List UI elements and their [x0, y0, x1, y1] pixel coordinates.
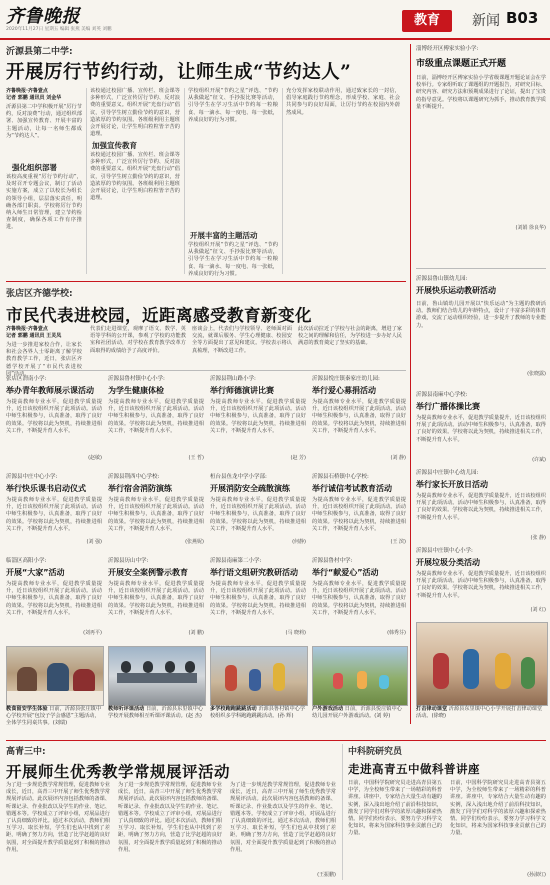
- bottom-right-headline: 走进高青五中做科普讲座: [348, 762, 480, 776]
- bottom-right-source: 中科院研究员: [348, 747, 403, 757]
- brief-author: (刘 红): [530, 607, 546, 613]
- photo-caption: [210, 706, 306, 736]
- lead-body-col4: 充分发挥家校联动作用，通过致家长的一封信，倡导家庭践行节约理念，形成学校、家庭、社会共同参与的良好局面，让厉行节约在校园内外蔚然成风。: [286, 88, 400, 116]
- brief-author: (张 静): [530, 535, 546, 541]
- brief-title: 举行“献爱心”活动: [312, 568, 379, 577]
- side1-source: 淄博经开区傅家实验小学:: [416, 46, 479, 52]
- brief-body: 为提高教师专业水平，促进教学质量提升，近日该校组织开展了此项活动。活动中师生积极参与，认真准备，取得了良好的效果。学校将以此为契机，持续推进相关工作，不断提升育人水平。: [108, 581, 204, 616]
- lead-body-col3b: 学校组织开展“节约之星”评选、“节约从我做起”征文、手抄报比赛等活动，引导学生在学习生活中节约每一粒粮食、每一滴水、每一度电、每一张纸，养成良好的行为习惯。: [188, 242, 278, 277]
- brief-item: [210, 472, 306, 556]
- section-tab-label: 教育: [413, 13, 440, 28]
- brief-source: 沂源县荆西中心学校:: [108, 474, 160, 480]
- brief-title: 举办青年教师展示课活动: [6, 386, 94, 395]
- brief-item: [416, 468, 546, 546]
- brief-author: (刘 静): [390, 455, 406, 461]
- lead-body-col1b: 该校高度重视“厉行节约行动”，及时召开专题会议，制订了活动实施方案，成立了以校长为组长的领导小组，层层落实责任，明确各部门职责。学校将厉行节约纳入师生日常管理，建立节约检查制度，确保各项工作有序推进。: [6, 174, 82, 231]
- photo-caption: [108, 706, 204, 736]
- photo-outdoor: [312, 646, 408, 706]
- brief-item: [210, 374, 306, 472]
- brief-title: 举行爱心募捐活动: [312, 386, 376, 395]
- brief-item: [312, 556, 406, 646]
- page-name: 新闻: [472, 13, 500, 29]
- lead-subhead-1: 强化组织部署: [12, 163, 57, 172]
- caption-title: 打击律动课堂: [416, 706, 448, 712]
- photo-caption: [312, 706, 406, 736]
- bottom-left-headline: 开展师生优秀教学常规展评活动: [6, 762, 231, 781]
- photo-pe: [210, 646, 308, 706]
- feature-body-2: 代表们走进课堂，观摩了语文、数学、英语等学科的公开课，参观了学校的功能教室和社团活动，对学校在教育教学改革方面取得的成绩给予了高度评价。: [90, 326, 186, 354]
- brief-item: [6, 374, 102, 472]
- brief-source: 沂源县鲁村中学:: [312, 558, 353, 564]
- section-rule: [6, 281, 406, 282]
- brief-title: 开展安全案例警示教育: [108, 568, 188, 577]
- brief-item: [108, 472, 204, 556]
- brief-body: 为提高教师专业水平，促进教学质量提升，近日该校组织开展了此项活动。活动中师生积极参与，认真准备，取得了良好的效果。学校将以此为契机，持续推进相关工作，不断提升育人水平。: [312, 497, 406, 532]
- brief-source: 沂源县中庄镇中心幼儿园:: [416, 470, 479, 476]
- side1-headline: 市级重点课题正式开题: [416, 59, 507, 69]
- brief-author: (赵敏): [88, 455, 102, 461]
- brief-item: [108, 374, 204, 472]
- brief-item: [6, 472, 102, 556]
- brief-body: 为提高教师专业水平，促进教学质量提升，近日该校组织开展了此项活动。活动中师生积极参与，认真准备，取得了良好的效果。学校将以此为契机，持续推进相关工作，不断提升育人水平。: [416, 493, 546, 521]
- brief-source: 沂源县中庄镇中心小学:: [416, 548, 473, 554]
- column-divider: [184, 88, 185, 274]
- brief-title: 举行广播体操比赛: [416, 402, 480, 411]
- brief-source: 沂源县南麻中心学校:: [416, 392, 468, 398]
- feature-body-4: 此次活动拉近了学校与社会的距离，增进了家校之间的理解和信任，为学校进一步办好人民满意的教育奠定了坚实的基础。: [298, 326, 402, 347]
- caption-title: 多学校跑跑跳跳活动: [210, 706, 257, 712]
- brief-title: 举行宿舍消防演练: [108, 484, 172, 493]
- caption-text: 沂源县东里镇中心小学开展打击律动课堂活动。(徐晓): [416, 706, 543, 719]
- caption-text: 日前，沂源县东里镇中心学校开展教师相互听课评课活动。(赵 杰): [108, 706, 204, 719]
- brief-body: 为提高教师专业水平，促进教学质量提升，近日该校组织开展了此项活动。活动中师生积极参与，认真准备，取得了良好的效果。学校将以此为契机，持续推进相关工作，不断提升育人水平。: [312, 581, 406, 616]
- masthead-rule: [0, 38, 550, 40]
- lead-headline: 开展厉行节约行动，让师生成“节约达人”: [6, 62, 352, 83]
- bottom-left-source: 高青三中:: [6, 747, 46, 757]
- brief-title: 开展垃圾分类活动: [416, 558, 480, 567]
- bottom-left-body-2: 为了进一步规范教学常规管理，促进教师专业成长，近日，高青三中开展了师生优秀教学常规展评活动。此次展评内容包括教师的备课、听课记录、作业批改以及学生的作业、笔记、错题本等。学校成立了评审小组，对展品进行了认真细致的评比。通过本次活动，教师们相互学习、取长补短，学生们也从中找到了差距，明确了努力方向，营造了比学赶超的良好氛围，对全面提升教学质量起到了积极的推动作用。: [118, 782, 222, 853]
- brief-source: 沂源县荆山路小学:: [210, 376, 256, 382]
- section-rule: [6, 740, 546, 741]
- column-divider: [342, 744, 343, 880]
- brief-title: 举行语文组研究教研活动: [210, 568, 298, 577]
- page-number: B03: [506, 9, 539, 27]
- brief-item: [312, 374, 406, 472]
- caption-text: 沂源县鲁村镇中心学校组织多学科跑跑跳跳活动。(孙 辉): [210, 706, 306, 719]
- brief-body: 为提高教师专业水平，促进教学质量提升，近日该校组织开展了此项活动。活动中师生积极参与，认真准备，取得了良好的效果。学校将以此为契机，持续推进相关工作，不断提升育人水平。: [416, 571, 546, 599]
- newspaper-logo: 齐鲁晚报: [6, 6, 80, 27]
- brief-title: 举行诚信考试教育活动: [312, 484, 392, 493]
- brief-col-3: [210, 374, 306, 646]
- lead-subhead-3: 开展丰富的主题活动: [190, 231, 258, 240]
- bottom-right-body-2: 日前，中国科学院研究员走进高青县第五中学，为全校师生带来了一场精彩的科普讲座。讲座中，专家结合大量生动有趣的实例，深入浅出地介绍了前沿科技知识，激发了同学们对科学的浓厚兴趣和探索热情。同学们纷纷表示，要努力学习科学文化知识，将来为国家科技事业贡献自己的力量。: [450, 780, 546, 837]
- lead-subhead-2: 加强宣传教育: [92, 141, 137, 150]
- brief-body: 为提高教师专业水平，促进教学质量提升，近日该校组织开展了此项活动。活动中师生积极参与，认真准备，取得了良好的效果。学校将以此为契机，持续推进相关工作，不断提升育人水平。: [210, 581, 306, 616]
- lead-byline: 齐鲁晚报·齐鲁壹点 记者 郭鹏 通讯员 刘金华: [6, 88, 62, 101]
- caption-text: 日前，沂源县悦庄镇中心幼儿园开展户外游戏活动。(刘 婷): [312, 706, 402, 719]
- column-divider: [282, 88, 283, 274]
- brief-author: (何静): [292, 539, 306, 545]
- sidebar-divider: [410, 44, 411, 724]
- caption-title: 教师听评课活动: [108, 706, 145, 712]
- photo-kids: [416, 622, 548, 706]
- brief-title: 为学生健康体检: [108, 386, 164, 395]
- brief-title: 开展消防安全疏散演练: [210, 484, 290, 493]
- brief-source: 沂源县石桥镇中心学校:: [312, 474, 369, 480]
- brief-source: 沂源县历山中学:: [108, 558, 149, 564]
- brief-body: 为提高教师专业水平，促进教学质量提升，近日该校组织开展了此项活动。活动中师生积极参与，认真准备，取得了良好的效果。学校将以此为契机，持续推进相关工作，不断提升育人水平。: [6, 399, 102, 434]
- lead-body-col3: 学校组织开展“节约之星”评选、“节约从我做起”征文、手抄报比赛等活动，引导学生在学习生活中节约每一粒粮食、每一滴水、每一度电、每一张纸，养成良好的行为习惯。: [188, 88, 278, 123]
- photo-caption: [6, 706, 102, 736]
- side1-body: 日前，淄博经开区傅家实验小学省级课题开题论证会在学校举行。专家组听取了课题组的开题报告，对研究目标、研究内容、研究方法和预期成果进行了论证，提出了宝贵的指导意见。学校将以课题研究为抓手，推动教育教学质量不断提升。: [416, 75, 546, 110]
- brief-author: (马 晓莉): [285, 630, 306, 636]
- brief-source: 沂源县南麻第二小学:: [210, 558, 262, 564]
- brief-item: [312, 472, 406, 556]
- feature-body-1: 为进一步推进家校合作，让家长和社会各界人士零距离了解学校教育教学工作，近日，张店区齐德学校开展了“市民代表进校园”活动。: [6, 342, 82, 377]
- brief-item: [108, 556, 204, 646]
- brief-item: [210, 556, 306, 646]
- brief-source: 沂源县悦庄镇秦家庄幼儿园:: [312, 376, 380, 382]
- side1-author: (刘娟 徐良华): [515, 225, 546, 231]
- side2-headline: 开展快乐运动教研活动: [416, 286, 496, 295]
- brief-title: 开展“大家”活动: [6, 568, 65, 577]
- lead-body-col2: 该校通过校园广播、宣传栏、班会课等多种形式，广泛宣传厉行节约、反对浪费的重要意义。组织开展“光盘行动”倡议，引导学生树立勤俭节约的意识，营造浓厚的节约氛围。各班级利用主题班会开展讨论，让学生明白粒粒皆辛苦的道理。: [90, 88, 180, 138]
- bottom-left-body-1: 为了进一步规范教学常规管理，促进教师专业成长，近日，高青三中开展了师生优秀教学常规展评活动。此次展评内容包括教师的备课、听课记录、作业批改以及学生的作业、笔记、错题本等。学校成立了评审小组，对展品进行了认真细致的评比。通过本次活动，教师们相互学习、取长补短，学生们也从中找到了差距，明确了努力方向，营造了比学赶超的良好氛围，对全面提升教学质量起到了积极的推动作用。: [6, 782, 110, 853]
- bottom-right-body-1: 日前，中国科学院研究员走进高青县第五中学，为全校师生带来了一场精彩的科普讲座。讲座中，专家结合大量生动有趣的实例，深入浅出地介绍了前沿科技知识，激发了同学们对科学的浓厚兴趣和探索热情。同学们纷纷表示，要努力学习科学文化知识，将来为国家科技事业贡献自己的力量。: [348, 780, 442, 837]
- bottom-left-body-3: 为了进一步规范教学常规管理，促进教师专业成长，近日，高青三中开展了师生优秀教学常规展评活动。此次展评内容包括教师的备课、听课记录、作业批改以及学生的作业、笔记、错题本等。学校成立了评审小组，对展品进行了认真细致的评比。通过本次活动，教师们相互学习、取长补短，学生们也从中找到了差距，明确了努力方向，营造了比学赶超的良好氛围，对全面提升教学质量起到了积极的推动作用。: [230, 782, 336, 853]
- feature-source: 张店区齐德学校:: [6, 289, 73, 299]
- caption-text: 日前，沂源县张庄镇中心学校开展“包饺子学会感恩”主题活动，全体学生同桌共事。(刘瑞): [6, 706, 102, 726]
- side2-author: (张晓露): [527, 371, 546, 377]
- brief-col-5: [416, 390, 546, 618]
- brief-item: [416, 546, 546, 618]
- brief-body: 为提高教师专业水平，促进教学质量提升，近日该校组织开展了此项活动。活动中师生积极参与，认真准备，取得了良好的效果。学校将以此为契机，持续推进相关工作，不断提升育人水平。: [210, 497, 306, 532]
- brief-source: 临淄区高阳小学:: [6, 558, 47, 564]
- brief-author: (刘 强): [86, 539, 102, 545]
- brief-body: 为提高教师专业水平，促进教学质量提升，近日该校组织开展了此项活动。活动中师生积极参与，认真准备，取得了良好的效果。学校将以此为契机，持续推进相关工作，不断提升育人水平。: [108, 497, 204, 532]
- side2-body: 日前，鲁山镇幼儿园开展以“快乐运动”为主题的教研活动。教师们结合幼儿的年龄特点，设计了丰富多彩的体育游戏，交流了运动组织经验，进一步提升了教师的专业能力。: [416, 301, 546, 329]
- dateline: 2020年11月27日 星期五 编辑 张燕 美编 刘英 刘鹏: [6, 27, 112, 32]
- brief-title: 举行家长开放日活动: [416, 480, 488, 489]
- brief-item: [6, 556, 102, 646]
- feature-headline: 市民代表进校园，近距离感受教育新变化: [6, 306, 312, 325]
- side-story-2: [416, 274, 546, 384]
- column-divider: [86, 88, 87, 274]
- side-story-1: [416, 44, 546, 264]
- brief-source: 张店区渭南小学:: [6, 376, 47, 382]
- caption-title: 教食留安学生体验: [6, 706, 48, 712]
- brief-col-4: [312, 374, 406, 646]
- lead-body-col1: 沂源县第二中学积极开展“厉行节约，反对浪费”行动，通过组织部署、加强宣传教育、开展丰富的主题活动，让每一名师生都成为“节约达人”。: [6, 104, 82, 139]
- brief-col-2: [108, 374, 204, 646]
- lead-source: 沂源县第二中学:: [6, 47, 73, 57]
- photo-teachers: [108, 646, 206, 706]
- brief-author: (赵 芳): [290, 455, 306, 461]
- brief-author: (韩秀芬): [387, 630, 406, 636]
- feature-body-3: 座谈会上，代表们与学校领导、老师面对面交流，就课后服务、学生心理健康、校园安全等方面提出了意见和建议。学校表示将认真梳理，不断改进工作。: [192, 326, 292, 354]
- brief-title: 举行快乐课书启动仪式: [6, 484, 86, 493]
- divider: [6, 370, 406, 371]
- bottom-right-author: (孙淑红): [527, 872, 546, 878]
- side2-source: 沂源县鲁山镇幼儿园:: [416, 276, 468, 282]
- brief-source: 桓台县鱼龙中学小学部:: [210, 474, 267, 480]
- photo-caption: [416, 706, 546, 728]
- masthead: [0, 0, 550, 40]
- brief-source: 沂源县鲁村镇中心小学:: [108, 376, 165, 382]
- section-tab: [402, 10, 452, 32]
- lead-body-col2b: 该校通过校园广播、宣传栏、班会课等多种形式，广泛宣传厉行节约、反对浪费的重要意义。组织开展“光盘行动”倡议，引导学生树立勤俭节约的意识，营造浓厚的节约氛围。各班级利用主题班会开展讨论，让学生明白粒粒皆辛苦的道理。: [90, 152, 180, 202]
- feature-byline: 齐鲁晚报·齐鲁壹点 记者 郭鹏 通讯员 王灵凤: [6, 326, 62, 339]
- lead-story: [6, 44, 406, 280]
- brief-body: 为提高教师专业水平，促进教学质量提升，近日该校组织开展了此项活动。活动中师生积极参与，认真准备，取得了良好的效果。学校将以此为契机，持续推进相关工作，不断提升育人水平。: [416, 415, 546, 443]
- brief-source: 沂源县中庄中心小学:: [6, 474, 58, 480]
- brief-body: 为提高教师专业水平，促进教学质量提升，近日该校组织开展了此项活动。活动中师生积极参与，认真准备，取得了良好的效果。学校将以此为契机，持续推进相关工作，不断提升育人水平。: [210, 399, 306, 434]
- bottom-left-author: (王振鹏): [317, 872, 336, 878]
- bottom-right-story: [348, 744, 546, 880]
- brief-body: 为提高教师专业水平，促进教学质量提升，近日该校组织开展了此项活动。活动中师生积极参与，认真准备，取得了良好的效果。学校将以此为契机，持续推进相关工作，不断提升育人水平。: [6, 497, 102, 532]
- brief-author: (王 哲): [188, 455, 204, 461]
- brief-author: (刘 鹏): [188, 630, 204, 636]
- caption-title: 户外游戏活动: [312, 706, 344, 712]
- feature-story: [6, 286, 406, 377]
- photo-dumplings: [6, 646, 104, 706]
- brief-author: (张燕妮): [185, 539, 204, 545]
- brief-body: 为提高教师专业水平，促进教学质量提升，近日该校组织开展了此项活动。活动中师生积极参与，认真准备，取得了良好的效果。学校将以此为契机，持续推进相关工作，不断提升育人水平。: [312, 399, 406, 434]
- brief-col-1: [6, 374, 102, 646]
- brief-author: (许斌): [532, 457, 546, 463]
- brief-item: [416, 390, 546, 468]
- brief-body: 为提高教师专业水平，促进教学质量提升，近日该校组织开展了此项活动。活动中师生积极参与，认真准备，取得了良好的效果。学校将以此为契机，持续推进相关工作，不断提升育人水平。: [6, 581, 102, 616]
- bottom-left-story: [6, 744, 336, 880]
- divider: [416, 268, 546, 269]
- brief-title: 举行师德演讲比赛: [210, 386, 274, 395]
- brief-author: (刘再平): [83, 630, 102, 636]
- brief-author: (王 滨): [390, 539, 406, 545]
- brief-body: 为提高教师专业水平，促进教学质量提升，近日该校组织开展了此项活动。活动中师生积极参与，认真准备，取得了良好的效果。学校将以此为契机，持续推进相关工作，不断提升育人水平。: [108, 399, 204, 434]
